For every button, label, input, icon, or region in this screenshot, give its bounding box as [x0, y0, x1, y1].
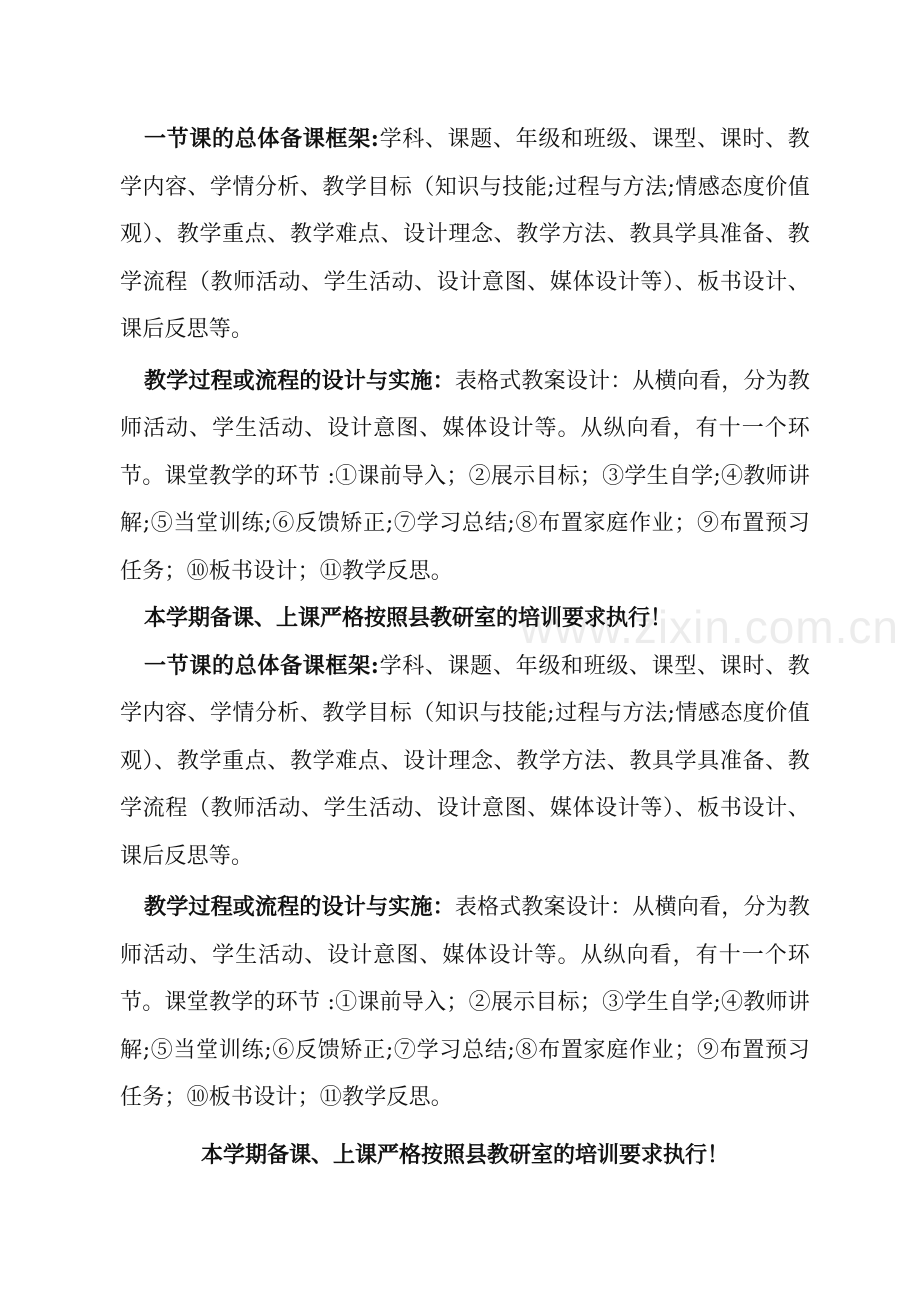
process-heading: 教学过程或流程的设计与实施： — [144, 894, 455, 920]
framework-heading: 一节课的总体备课框架: — [144, 652, 380, 679]
process-paragraph — [120, 358, 810, 596]
watermark: www.zixin.com.cn — [520, 601, 899, 653]
process-text: 表格式教案设计：从横向看，分为教师活动、学生活动、设计意图、媒体设计等。从纵向看，有十一个环节。课堂教学的环节 :①课前导入；②展示目标；③学生自学;④教师讲解;⑤当堂训练;⑥反馈矫正;⑦学习总结;⑧布置家庭作业；⑨布置预习任务；⑩板书设计；⑪教学反思。 — [120, 368, 811, 584]
framework-paragraph — [120, 643, 810, 881]
document-body — [120, 116, 810, 1179]
notice-line: 本学期备课、上课严格按照县教研室的培训要求执行！ — [200, 1141, 729, 1168]
framework-heading: 一节课的总体备课框架: — [144, 126, 380, 152]
framework-text: 学科、课题、年级和班级、课型、课时、教学内容、学情分析、教学目标（知识与技能;过程与方法;情感态度价值观）、教学重点、教学难点、设计理念、教学方法、教具学具准备、教学流程（教师活动、学生活动、设计意图、媒体设计等）、板书设计、课后反思等。 — [120, 127, 810, 342]
framework-text: 学科、课题、年级和班级、课型、课时、教学内容、学情分析、教学目标（知识与技能;过程与方法;情感态度价值观）、教学重点、教学难点、设计理念、教学方法、教具学具准备、教学流程（教师活动、学生活动、设计意图、媒体设计等）、板书设计、课后反思等。 — [120, 653, 810, 869]
process-paragraph — [120, 884, 810, 1122]
framework-paragraph — [120, 116, 810, 354]
process-text: 表格式教案设计：从横向看，分为教师活动、学生活动、设计意图、媒体设计等。从纵向看，有十一个环节。课堂教学的环节 :①课前导入；②展示目标；③学生自学;④教师讲解;⑤当堂训练;⑥反馈矫正;⑦学习总结;⑧布置家庭作业；⑨布置预习任务；⑩板书设计；⑪教学反思。 — [120, 895, 811, 1110]
process-heading: 教学过程或流程的设计与实施： — [144, 367, 455, 394]
notice-line: 本学期备课、上课严格按照县教研室的培训要求执行！ — [144, 605, 673, 631]
